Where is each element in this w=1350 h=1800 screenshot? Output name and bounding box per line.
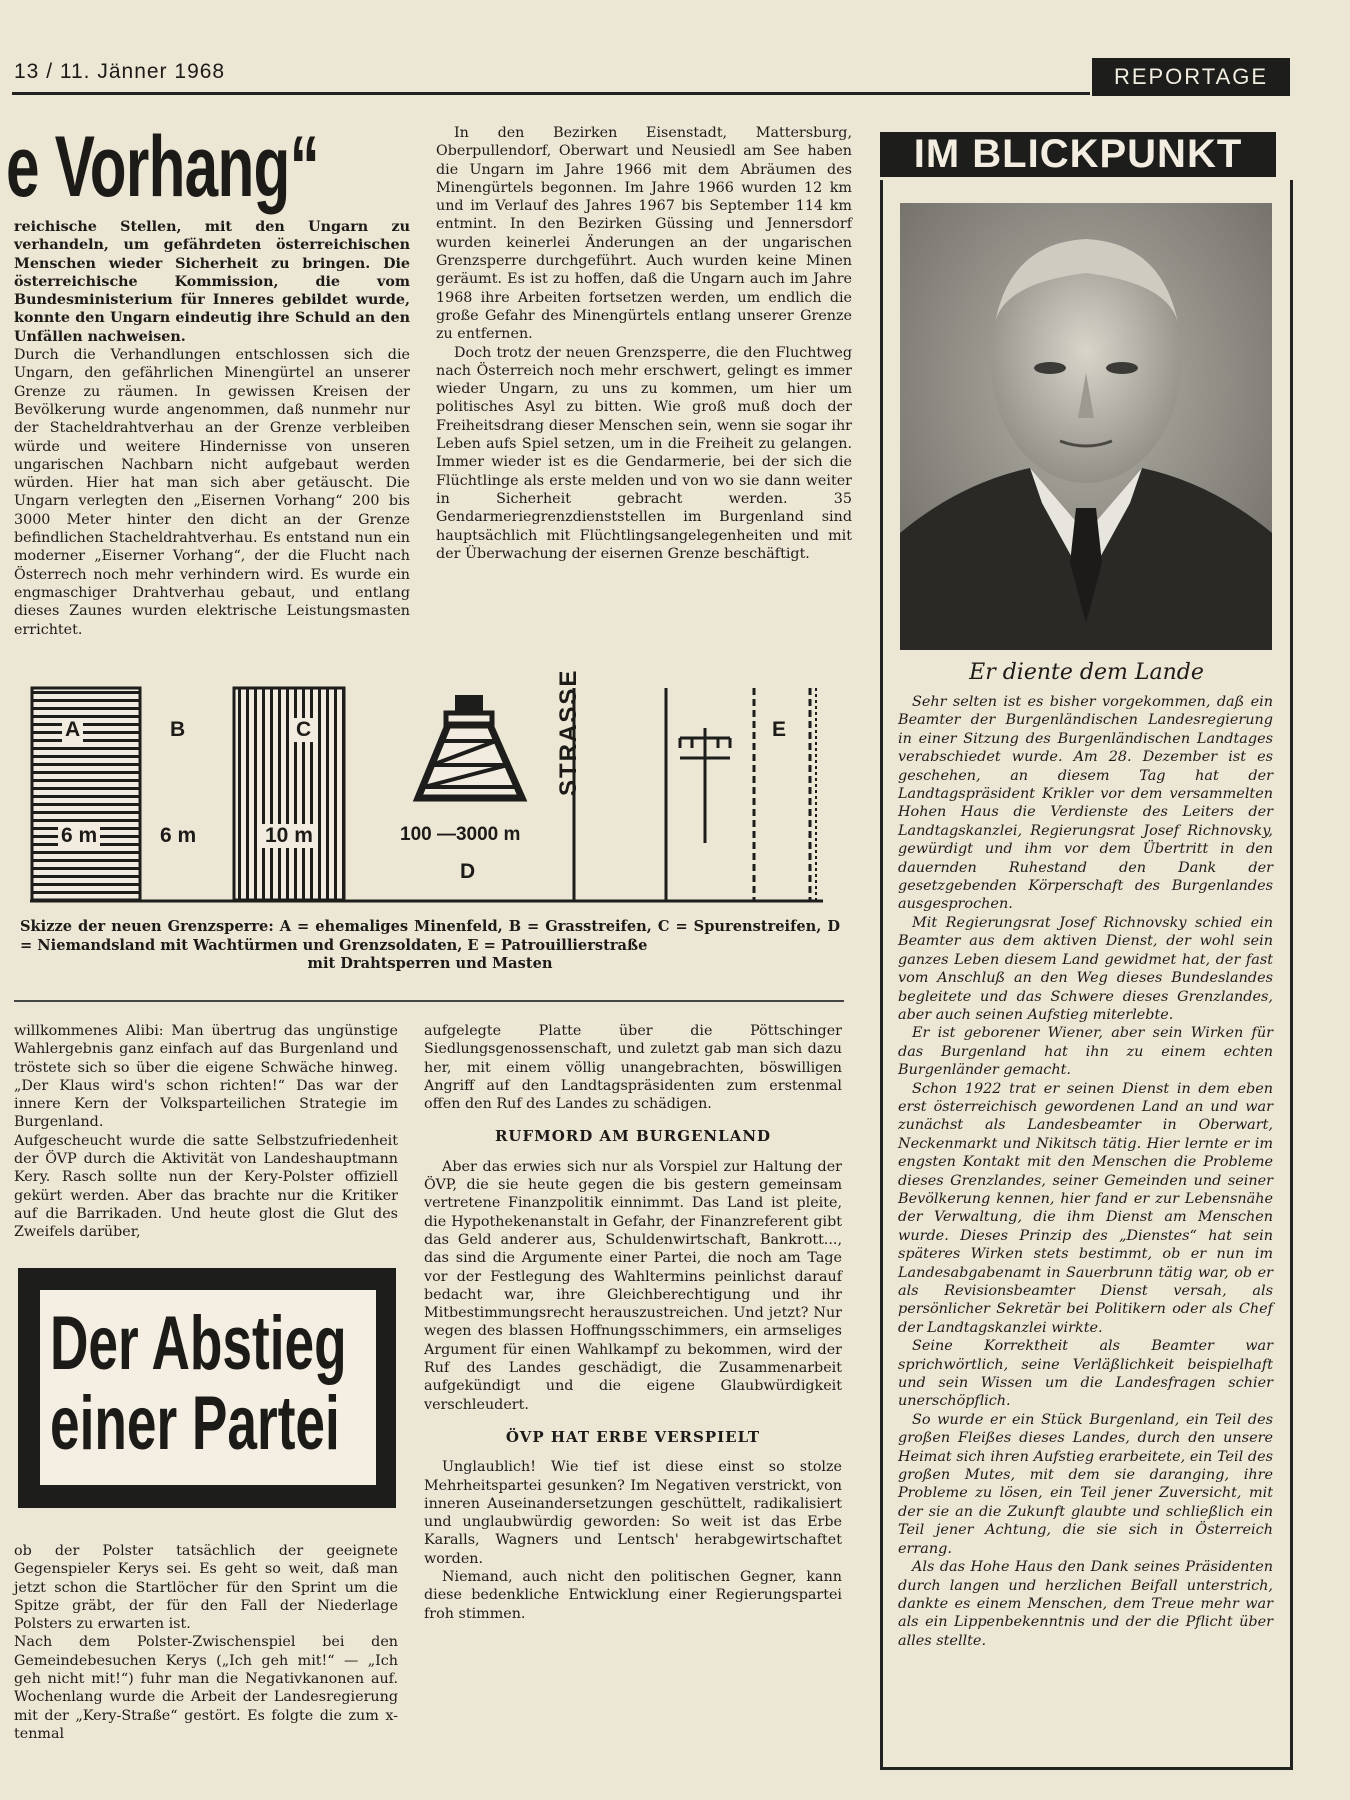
diagram-label-a: A <box>62 718 83 742</box>
lower-left-column-cont <box>14 1542 398 1743</box>
diagram-label-c: C <box>293 718 314 742</box>
diagram-dim-a: 6 m <box>58 824 100 848</box>
road-label: STRASSE <box>555 668 582 796</box>
section-divider <box>14 1000 844 1002</box>
body-paragraph: Aber das erwies sich nur als Vorspiel zur Haltung der ÖVP, die sie heute gegen die bis gestern gemeinsam vertretene Finanzpolitik einnimmt. Das Land ist pleite, die Hypothekenanstalt in Gefahr, der Finanzreferent gibt das Geld anderer aus, Schuldenwirtschaft, Bankrott..., das sind die Argumente einer Partei, die noch am Tage vor der Festlegung des Wahltermins peinlichst darauf bedacht war, ihre Gleichberechtigung und ihr Mitbestimmungsrecht herauszustreichen. Und jetzt? Nur wegen des blassen Hoffnungsschimmers, ein armseliges Argument für einen Wahlkampf zu bekommen, wird der Ruf des Landes geschädigt, die Zusammenarbeit aufgekündigt und die eigene Glaubwürdigkeit verschleudert. <box>424 1158 842 1413</box>
body-paragraph: Unglaublich! Wie tief ist diese einst so stolze Mehrheitspartei gesunken? Im Negativen verstrickt, von inneren Auseinandersetzungen geschüttelt, radikalisiert und unglaubwürdig geworden: So weit ist das Erbe Karalls, Wagners und Lentsch' herabgewirtschaftet worden. <box>424 1459 842 1567</box>
body-paragraph: ob der Polster tatsächlich der geeignete Gegenspieler Kerys sei. Es geht so weit, daß man jetzt schon die Startlöcher für den Sprint um die Spitze gräbt, der für den Fall der Niederlage Polsters zu erwarten ist. <box>14 1543 398 1633</box>
left-column <box>14 218 410 639</box>
body-paragraph: aufgelegte Platte über die Pöttschinger Siedlungsgenossenschaft, und zuletzt gab man sich dazu her, mit einem völlig unangebrachten, böswilligen Angriff auf den Landtagspräsidenten zum erstenmal offen den Ruf des Landes zu schädigen. <box>424 1023 842 1113</box>
power-mast-icon <box>680 728 730 843</box>
subheading: RUFMORD AM BURGENLAND <box>494 1127 772 1146</box>
page-date-line <box>14 60 225 84</box>
page-separator: / <box>46 60 60 83</box>
diagram-label-e: E <box>772 718 787 741</box>
sketch-caption <box>20 918 840 974</box>
middle-column <box>436 124 852 563</box>
section-label: REPORTAGE <box>1092 58 1290 96</box>
lower-left-column <box>14 1022 398 1242</box>
boxed-subheadline-line: einer Partei <box>50 1381 340 1466</box>
body-paragraph: In den Bezirken Eisenstadt, Mattersburg, Oberpullendorf, Oberwart und Neusiedl am See haben die Ungarn im Jahre 1966 mit dem Abräumen des Minengürtels begonnen. Im Jahre 1966 wurden 12 km und im Verlauf des Jahres 1967 bis September 114 km entmint. In den Bezirken Güssing und Jennersdorf wurden keinerlei Änderungen an der ungarischen Grenzsperre durchgeführt. Auch wurden keine Minen geräumt. Es ist zu hoffen, daß die Ungarn auch im Jahre 1968 ihre Arbeiten fortsetzen werden, um endlich die große Gefahr des Minengürtels entlang unserer Grenze zu entfernen. <box>436 125 852 343</box>
body-paragraph: Doch trotz der neuen Grenzsperre, die den Fluchtweg nach Österreich noch mehr erschwert, gelingt es immer wieder Ungarn, zu uns zu kommen, um hier um politisches Asyl zu bitten. Wie groß muß doch der Freiheitsdrang dieser Menschen sein, wenn sie sogar ihr Leben aufs Spiel setzen, um in die Freiheit zu gelangen. Immer wieder ist es die Gendarmerie, bei der sich die Flüchtlinge als erste melden und von wo sie dann weiter in Sicherheit gebracht werden. 35 Gendarmeriegrenzdienststellen im Burgenland sind hauptsächlich mit Flüchtlingsangelegenheiten und mit der Überwachung der eisernen Grenze beschäftigt. <box>436 344 852 562</box>
border-sketch <box>30 683 823 903</box>
portrait-photo-icon <box>900 203 1272 650</box>
diagram-dim-c: 10 m <box>262 824 316 848</box>
issue-date: 11. Jänner 1968 <box>59 60 226 83</box>
im-blickpunkt-banner: IM BLICKPUNKT <box>880 132 1276 177</box>
header-rule <box>12 92 1090 95</box>
diagram-dim-b: 6 m <box>160 824 197 847</box>
body-paragraph: Als das Hohe Haus den Dank seines Präsidenten durch langen und herzlichen Beifall unterstrich, dankte es einem Menschen, dem Treue mehr war als ein Lippenbekenntnis und der die Pflicht über alles stellte. <box>898 1559 1273 1649</box>
body-paragraph: Seine Korrektheit als Beamter war sprichwörtlich, seine Verläßlichkeit beispielhaft und sein Wissen um die Landesfragen schier unerschöpflich. <box>898 1338 1273 1410</box>
boxed-subheadline <box>50 1301 347 1466</box>
page-number: 13 <box>14 60 40 83</box>
diagram-label-b: B <box>170 718 186 741</box>
body-paragraph: Nach dem Polster-Zwischenspiel bei den Gemeindebesuchen Kerys („Ich geh mit!“ — „Ich geh nicht mit!“) fuhr man die Negativkanonen auf. Wochenlang wurde die Arbeit der Landesregierung mit der „Kery-Straße“ gestört. Es folgte die zum x-tenmal <box>14 1634 398 1742</box>
caption-text: Skizze der neuen Grenzsperre: A = ehemaliges Minenfeld, B = Grasstreifen, C = Spurenstreifen, D = Niemandsland mit Wachtürmen und Grenzsoldaten, E = Patrouillierstraße <box>20 918 840 954</box>
track-strip <box>234 688 344 900</box>
body-paragraph: Er ist geborener Wiener, aber sein Wirken für das Burgenland hat ihn zu einem echten Burgenländer gemacht. <box>898 1025 1273 1079</box>
body-paragraph: Sehr selten ist es bisher vorgekommen, daß ein Beamter der Burgenländischen Landesregierung in einer Sitzung des Burgenländischen Landtages verabschiedet wurde. Am 28. Dezember ist es geschehen, an diesem Tag hat der Landtagspräsident Krikler vor dem versammelten Hohen Haus die Verdienste des Leiters der Landtagskanzlei, Regierungsrat Josef Richnovsky, gewürdigt und ihm vor dem Übertritt in den dauernden Ruhestand den Dank der gesetzgebenden Körperschaft des Burgenlandes ausgesprochen. <box>898 694 1273 913</box>
body-paragraph: Niemand, auch nicht den politischen Gegner, kann diese bedenkliche Entwicklung einer Regierungspartei froh stimmen. <box>424 1569 842 1622</box>
mine-field-strip <box>32 688 140 900</box>
lower-middle-column <box>424 1022 842 1623</box>
caption-text-end: mit Drahtsperren und Masten <box>307 955 553 972</box>
diagram-dim-d: 100 —3000 m <box>400 824 521 845</box>
body-paragraph: Durch die Verhandlungen entschlossen sich die Ungarn, den gefährlichen Minengürtel an unserer Grenze zu räumen. In gewissen Kreisen der Bevölkerung wurde angenommen, daß nunmehr nur der Stacheldrahtverhau an der Grenze verbleiben würde und weitere Hindernisse von unseren ungarischen Nachbarn nicht aufgebaut werden würden. Hier hat man sich aber getäuscht. Die Ungarn verlegten den „Eisernen Vorhang“ 200 bis 3000 Meter hinter den dicht an der Grenze befindlichen Stacheldrahtverhau. Es entstand nun ein moderner „Eiserner Vorhang“, der die Flucht nach Österrech noch mehr verhindern wird. Es wurde ein engmaschiger Drahtverhau gebaut, und entlang dieses Zaunes wurden elektrische Leistungsmasten errichtet. <box>14 347 410 638</box>
profile-text <box>898 693 1273 1650</box>
watchtower-icon <box>418 695 522 798</box>
body-paragraph: Mit Regierungsrat Josef Richnovsky schied ein Beamter aus dem aktiven Dienst, der wohl sein ganzes Leben diesem Land gewidmet hat, der fast vom Anschluß an den Weg dieses Bundeslandes begleitete und das Schwere dieses Grenzlandes, aber auch seinen Aufstieg miterlebte. <box>898 914 1273 1023</box>
lead-paragraph: reichische Stellen, mit den Ungarn zu verhandeln, um gefährdeten österreichischen Menschen wieder Sicherheit zu bringen. Die österreichische Kommission, die vom Bundesministerium für Inneres gebildet wurde, konnte den Ungarn eindeutig ihre Schuld an den Unfällen nachweisen. <box>14 219 410 345</box>
body-paragraph: So wurde er ein Stück Burgenland, ein Teil des großen Fleißes dieses Landes, durch den unsere Heimat sich ihren Aufstieg erarbeitete, ein Teil des großen Mutes, mit dem sie daranging, ihre Probleme zu lösen, ein Teil jener Zuversicht, mit der sie an die Zukunft glaubte und schließlich ein Teil jener Achtung, die sie sich in Österreich errang. <box>898 1411 1273 1557</box>
portrait-photo <box>900 203 1272 650</box>
boxed-subheadline-line: Der Abstieg <box>50 1301 347 1386</box>
profile-title: Er diente dem Lande <box>969 660 1204 685</box>
body-paragraph: Schon 1922 trat er seinen Dienst in dem eben erst österreichisch gewordenen Land an und war zunächst als Landesbeamter in Oberwart, Neckenmarkt und Nikitsch tätig. Hier lernte er im engsten Kontakt mit den Menschen die Probleme dieses Grenzlandes, seiner Gemeinden und seiner Bevölkerung kennen, hier fand er zur Lebensnähe der Verwaltung, die ihm Dienst am Menschen wurde. Dieses Prinzip des „Dienstes“ hat sein späteres Wirken stets bestimmt, ob er nun im Landesabgabenamt in Sauerbrunn tätig war, ob er als Revisionsbeamter Dienst versah, als persönlicher Sekretär bei Politikern oder als Chef der Landtagskanzlei wirkte. <box>898 1080 1273 1336</box>
diagram-label-d: D <box>460 860 476 883</box>
article-headline: e Vorhang“ <box>6 119 319 215</box>
body-paragraph: Aufgescheucht wurde die satte Selbstzufriedenheit der ÖVP durch die Aktivität von Landeshauptmann Kery. Rasch sollte nun der Kery-Polster offiziell gekürt werden. Aber das brachte nur die Kritiker auf die Barrikaden. Und heute glost die Glut des Zweifels darüber, <box>14 1132 398 1241</box>
body-paragraph: willkommenes Alibi: Man übertrug das ungünstige Wahlergebnis ganz einfach auf das Burgenland und tröstete sich so über die eigene Schwäche hinweg. „Der Klaus wird's schon richten!“ Das war der innere Kern der Volksparteilichen Strategie im Burgenland. <box>14 1023 398 1131</box>
subheading: ÖVP HAT ERBE VERSPIELT <box>505 1427 761 1446</box>
